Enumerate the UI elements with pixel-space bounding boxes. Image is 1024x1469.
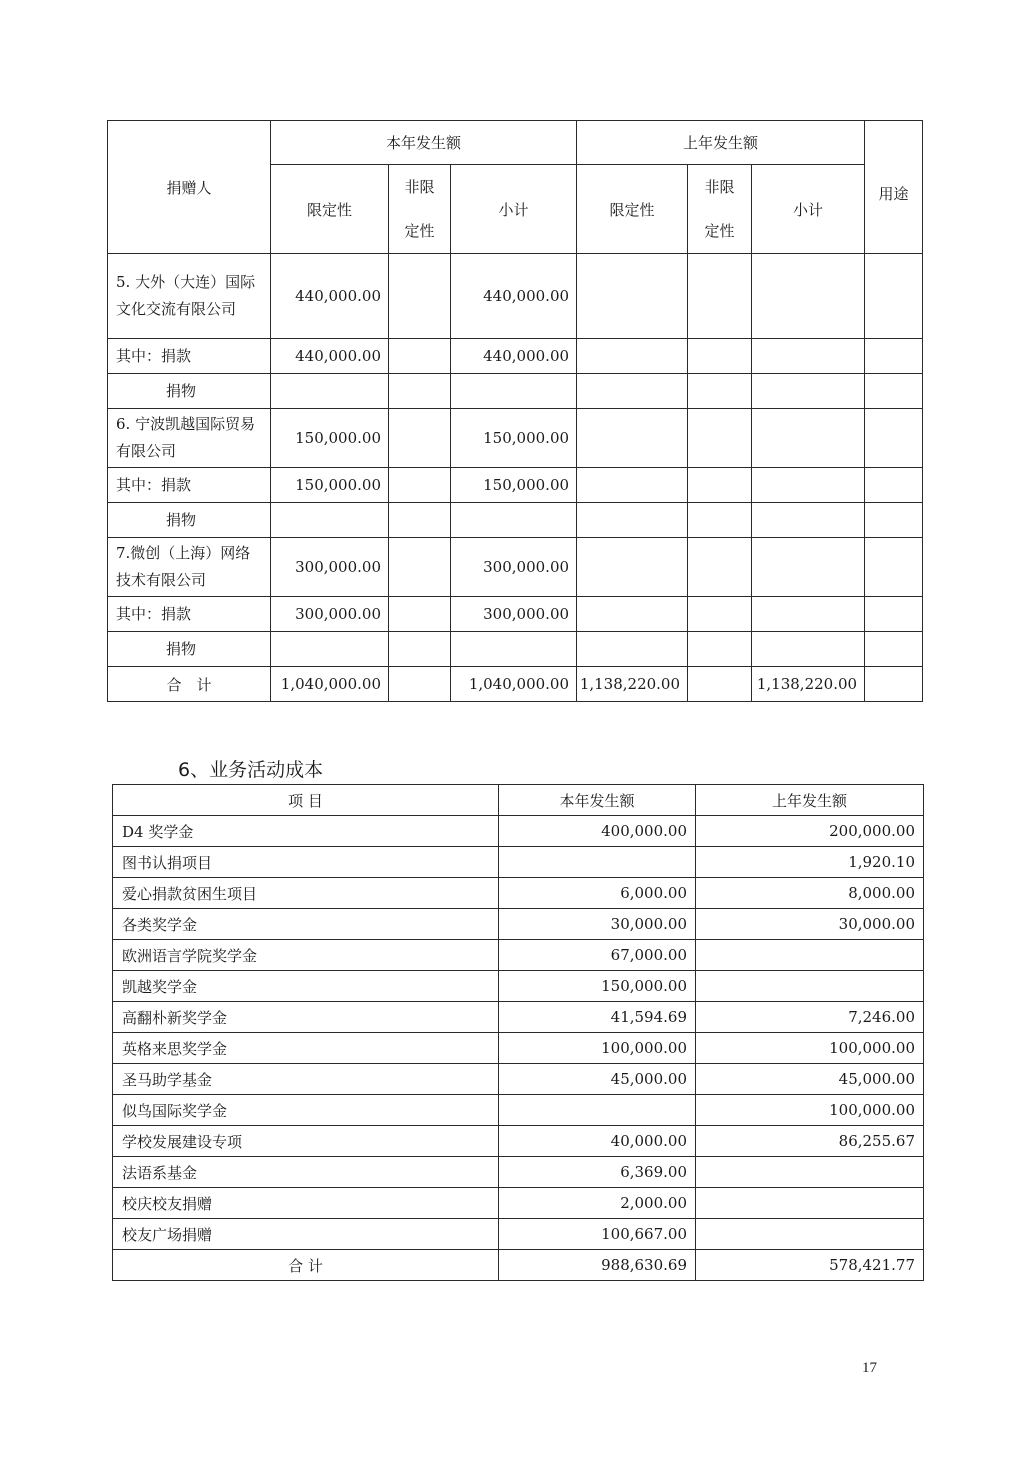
current-unrestricted	[389, 374, 451, 409]
purpose	[865, 632, 923, 667]
total-current-unrestricted	[389, 667, 451, 702]
total-current: 988,630.69	[499, 1250, 696, 1281]
current-amount: 40,000.00	[499, 1126, 696, 1157]
prior-unrestricted	[688, 374, 752, 409]
prior-amount	[696, 1157, 924, 1188]
prior-restricted	[577, 409, 688, 468]
prior-restricted	[577, 468, 688, 503]
total-label: 合 计	[113, 1250, 499, 1281]
purpose	[865, 254, 923, 339]
prior-amount: 100,000.00	[696, 1033, 924, 1064]
prior-unrestricted	[688, 468, 752, 503]
header-purpose: 用途	[865, 121, 923, 254]
table-row	[113, 816, 924, 847]
table-row	[113, 971, 924, 1002]
item-name: D4 奖学金	[113, 816, 499, 847]
current-amount: 400,000.00	[499, 816, 696, 847]
purpose	[865, 503, 923, 538]
table-row	[113, 1064, 924, 1095]
prior-restricted	[577, 538, 688, 597]
header-prior-subtotal: 小计	[752, 165, 865, 254]
total-label: 合 计	[108, 667, 271, 702]
table-row	[108, 597, 923, 632]
donor-name: 捐物	[108, 374, 271, 409]
total-purpose	[865, 667, 923, 702]
table-row	[113, 1188, 924, 1219]
prior-amount: 30,000.00	[696, 909, 924, 940]
current-restricted	[271, 503, 389, 538]
item-name: 学校发展建设专项	[113, 1126, 499, 1157]
current-restricted: 300,000.00	[271, 597, 389, 632]
purpose	[865, 538, 923, 597]
item-name: 英格来思奖学金	[113, 1033, 499, 1064]
header-prior: 上年发生额	[696, 785, 924, 816]
total-prior: 578,421.77	[696, 1250, 924, 1281]
current-amount: 41,594.69	[499, 1002, 696, 1033]
table-row	[113, 1002, 924, 1033]
item-name: 凯越奖学金	[113, 971, 499, 1002]
current-amount: 150,000.00	[499, 971, 696, 1002]
item-name: 法语系基金	[113, 1157, 499, 1188]
item-name: 爱心捐款贫困生项目	[113, 878, 499, 909]
current-amount: 45,000.00	[499, 1064, 696, 1095]
current-unrestricted	[389, 503, 451, 538]
item-name: 图书认捐项目	[113, 847, 499, 878]
current-subtotal: 440,000.00	[451, 254, 577, 339]
donation-table	[107, 120, 923, 702]
header-current: 本年发生额	[499, 785, 696, 816]
prior-unrestricted	[688, 597, 752, 632]
prior-subtotal	[752, 538, 865, 597]
current-unrestricted	[389, 254, 451, 339]
total-current-subtotal: 1,040,000.00	[451, 667, 577, 702]
current-restricted: 440,000.00	[271, 339, 389, 374]
header-current-subtotal: 小计	[451, 165, 577, 254]
table-row	[113, 909, 924, 940]
current-amount: 100,667.00	[499, 1219, 696, 1250]
current-subtotal	[451, 632, 577, 667]
purpose	[865, 468, 923, 503]
current-amount: 2,000.00	[499, 1188, 696, 1219]
donor-name: 5. 大外（大连）国际文化交流有限公司	[108, 254, 271, 339]
table-row	[108, 254, 923, 339]
current-restricted	[271, 632, 389, 667]
current-restricted	[271, 374, 389, 409]
item-name: 各类奖学金	[113, 909, 499, 940]
table-row	[113, 1219, 924, 1250]
donor-name: 捐物	[108, 503, 271, 538]
item-name: 校庆校友捐赠	[113, 1188, 499, 1219]
table-row	[113, 1033, 924, 1064]
table-row	[113, 1095, 924, 1126]
total-prior-subtotal: 1,138,220.00	[752, 667, 865, 702]
prior-subtotal	[752, 374, 865, 409]
header-prior-restricted: 限定性	[577, 165, 688, 254]
header-current-year: 本年发生额	[271, 121, 577, 165]
item-name: 欧洲语言学院奖学金	[113, 940, 499, 971]
header-prior-unrestricted: 非限 定性	[688, 165, 752, 254]
prior-unrestricted	[688, 632, 752, 667]
prior-amount	[696, 1188, 924, 1219]
table-row	[113, 878, 924, 909]
prior-restricted	[577, 597, 688, 632]
prior-amount: 8,000.00	[696, 878, 924, 909]
prior-amount	[696, 971, 924, 1002]
prior-amount	[696, 940, 924, 971]
prior-subtotal	[752, 597, 865, 632]
table-row	[113, 1157, 924, 1188]
prior-restricted	[577, 503, 688, 538]
current-subtotal: 300,000.00	[451, 597, 577, 632]
current-amount: 30,000.00	[499, 909, 696, 940]
table-row	[113, 1126, 924, 1157]
current-amount: 6,000.00	[499, 878, 696, 909]
total-current-restricted: 1,040,000.00	[271, 667, 389, 702]
prior-amount	[696, 1219, 924, 1250]
table-row	[113, 847, 924, 878]
current-unrestricted	[389, 538, 451, 597]
table-row	[108, 374, 923, 409]
purpose	[865, 339, 923, 374]
business-cost-table	[112, 784, 924, 1281]
prior-amount: 100,000.00	[696, 1095, 924, 1126]
current-subtotal: 440,000.00	[451, 339, 577, 374]
current-unrestricted	[389, 632, 451, 667]
prior-amount: 1,920.10	[696, 847, 924, 878]
prior-amount: 7,246.00	[696, 1002, 924, 1033]
prior-amount: 86,255.67	[696, 1126, 924, 1157]
prior-restricted	[577, 374, 688, 409]
prior-amount: 200,000.00	[696, 816, 924, 847]
current-restricted: 300,000.00	[271, 538, 389, 597]
purpose	[865, 597, 923, 632]
table-row	[113, 940, 924, 971]
current-unrestricted	[389, 468, 451, 503]
page-number: 17	[862, 1360, 877, 1376]
purpose	[865, 409, 923, 468]
current-restricted: 440,000.00	[271, 254, 389, 339]
section-title: 6、业务活动成本	[178, 759, 324, 781]
current-subtotal	[451, 374, 577, 409]
prior-restricted	[577, 632, 688, 667]
table-row	[108, 538, 923, 597]
current-amount	[499, 1095, 696, 1126]
table-row	[108, 339, 923, 374]
prior-unrestricted	[688, 538, 752, 597]
prior-subtotal	[752, 339, 865, 374]
header-current-restricted: 限定性	[271, 165, 389, 254]
purpose	[865, 374, 923, 409]
header-prior-year: 上年发生额	[577, 121, 865, 165]
donor-name: 捐物	[108, 632, 271, 667]
current-amount: 67,000.00	[499, 940, 696, 971]
header-current-unrestricted: 非限 定性	[389, 165, 451, 254]
current-subtotal: 150,000.00	[451, 468, 577, 503]
table-row	[108, 503, 923, 538]
prior-subtotal	[752, 503, 865, 538]
prior-unrestricted	[688, 409, 752, 468]
current-unrestricted	[389, 339, 451, 374]
prior-subtotal	[752, 468, 865, 503]
total-row	[113, 1250, 924, 1281]
prior-unrestricted	[688, 339, 752, 374]
donor-name: 6. 宁波凯越国际贸易有限公司	[108, 409, 271, 468]
total-row	[108, 667, 923, 702]
prior-unrestricted	[688, 254, 752, 339]
prior-unrestricted	[688, 503, 752, 538]
prior-amount: 45,000.00	[696, 1064, 924, 1095]
header-donor: 捐赠人	[108, 121, 271, 254]
prior-subtotal	[752, 409, 865, 468]
total-prior-restricted: 1,138,220.00	[577, 667, 688, 702]
table-row	[108, 409, 923, 468]
prior-restricted	[577, 339, 688, 374]
donor-name: 其中：捐款	[108, 468, 271, 503]
total-prior-unrestricted	[688, 667, 752, 702]
current-amount	[499, 847, 696, 878]
donor-name: 7.微创（上海）网络技术有限公司	[108, 538, 271, 597]
current-unrestricted	[389, 597, 451, 632]
table-row	[108, 632, 923, 667]
table-row	[108, 468, 923, 503]
current-subtotal: 300,000.00	[451, 538, 577, 597]
header-item: 项 目	[113, 785, 499, 816]
current-restricted: 150,000.00	[271, 409, 389, 468]
current-subtotal: 150,000.00	[451, 409, 577, 468]
current-amount: 6,369.00	[499, 1157, 696, 1188]
item-name: 圣马助学基金	[113, 1064, 499, 1095]
current-unrestricted	[389, 409, 451, 468]
item-name: 似鸟国际奖学金	[113, 1095, 499, 1126]
current-restricted: 150,000.00	[271, 468, 389, 503]
prior-restricted	[577, 254, 688, 339]
prior-subtotal	[752, 254, 865, 339]
current-amount: 100,000.00	[499, 1033, 696, 1064]
item-name: 校友广场捐赠	[113, 1219, 499, 1250]
item-name: 高翻朴新奖学金	[113, 1002, 499, 1033]
donor-name: 其中：捐款	[108, 339, 271, 374]
prior-subtotal	[752, 632, 865, 667]
donor-name: 其中：捐款	[108, 597, 271, 632]
current-subtotal	[451, 503, 577, 538]
